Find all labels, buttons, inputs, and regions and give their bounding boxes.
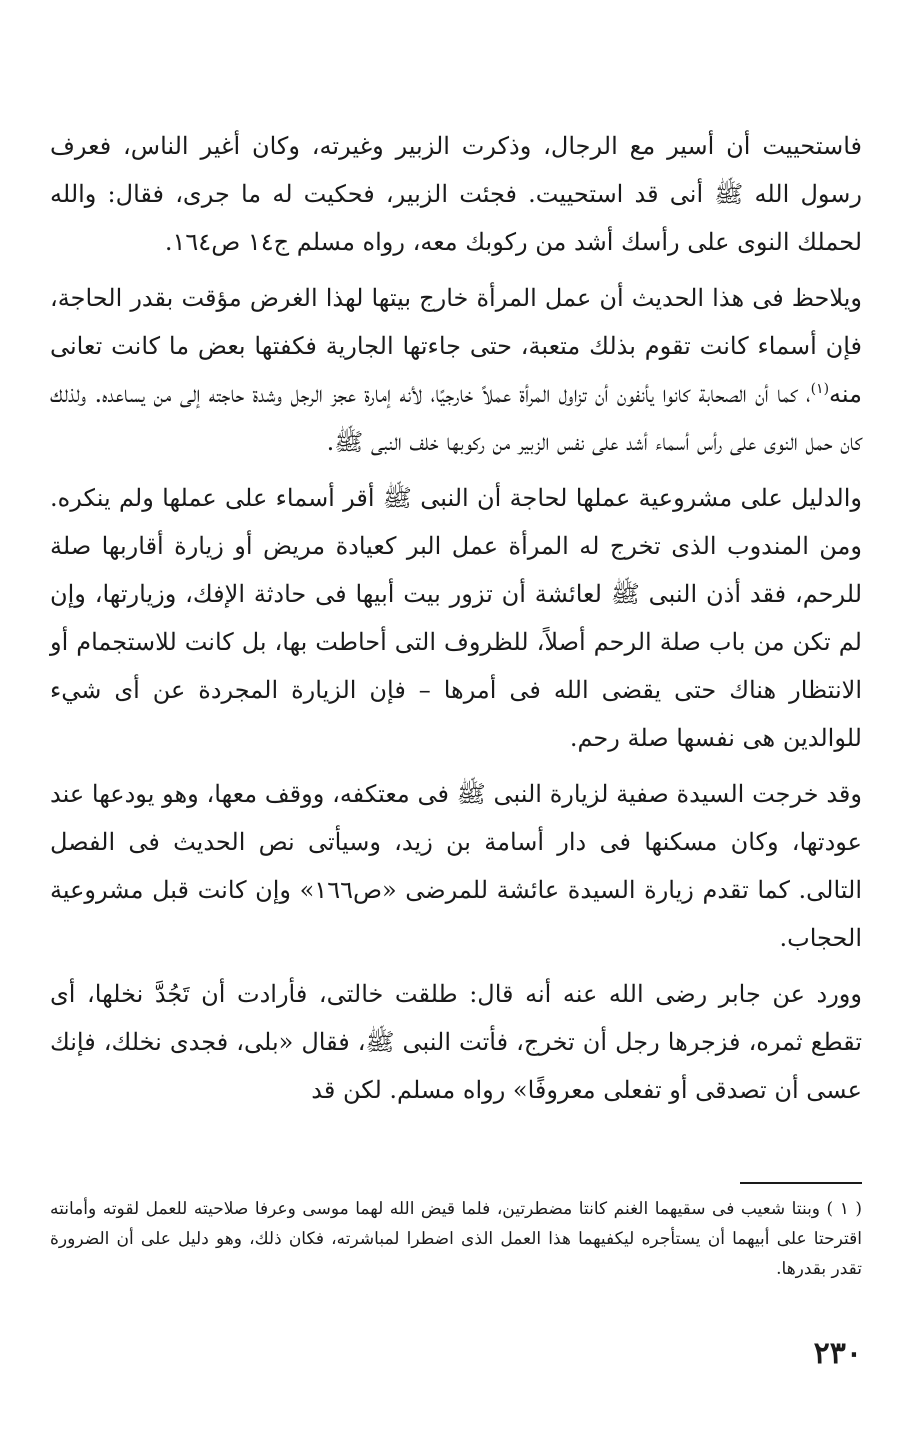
paragraph-2-tail: ، كما أن الصحابة كانوا يأنفون أن تزاول المرأة عملاً خارجيًا، لأنه إمارة عجز الرجل وشدة حاجته إلى من يساعده. ولذلك كان حمل النوى على رأس أسماء أشد على نفس الزبير من ركوبها خلف النبى ﷺ.	[50, 380, 862, 456]
paragraph-5: وورد عن جابر رضى الله عنه أنه قال: طلقت خالتى، فأرادت أن تَجُدَّ نخلها، أى تقطع ثمره، فزجرها رجل أن تخرج، فأتت النبى ﷺ، فقال «بلى، فجدى نخلك، فإنك عسى أن تصدقى أو تفعلى معروفًا» رواه مسلم. لكن قد	[50, 980, 862, 1104]
paragraph-1: فاستحييت أن أسير مع الرجال، وذكرت الزبير وغيرته، وكان أغير الناس، فعرف رسول الله ﷺ أنى قد استحييت. فجئت الزبير، فحكيت له ما جرى، فقال: والله لحملك النوى على رأسك أشد من ركوبك معه، رواه مسلم ج١٤ ص١٦٤.	[50, 132, 862, 256]
page-number: ٢٣٠	[813, 1336, 862, 1371]
paragraph-4: وقد خرجت السيدة صفية لزيارة النبى ﷺ فى معتكفه، ووقف معها، وهو يودعها عند عودتها، وكان مسكنها فى دار أسامة بن زيد، وسيأتى نص الحديث فى الفصل التالى. كما تقدم زيارة السيدة عائشة للمرضى «ص١٦٦» وإن كانت قبل مشروعية الحجاب.	[50, 780, 863, 952]
body-text	[50, 122, 862, 1114]
paragraph-3: والدليل على مشروعية عملها لحاجة أن النبى ﷺ أقر أسماء على عملها ولم ينكره. ومن المندوب الذى تخرج له المرأة عمل البر كعيادة مريض أو زيارة أقاربها صلة للرحم، فقد أذن النبى ﷺ لعائشة أن تزور بيت أبيها فى حادثة الإفك، وزيارتها، وإن لم تكن من باب صلة الرحم أصلاً، للظروف التى أحاطت بها، بل كانت للاستجمام أو الانتظار هناك حتى يقضى الله فى أمرها – فإن الزيارة المجردة عن أى شيء للوالدين هى نفسها صلة رحم.	[50, 484, 863, 752]
footnote-reference: (١)	[810, 381, 830, 397]
footnote-section	[50, 1194, 862, 1284]
paragraph-2-head: ويلاحظ فى هذا الحديث أن عمل المرأة خارج بيتها لهذا الغرض مؤقت بقدر الحاجة، فإن أسماء كانت تقوم بذلك متعبة، حتى جاءتها الجارية فكفتها بعض ما كانت تعانى منه	[50, 284, 862, 408]
footnote-text: ( ١ ) وبنتا شعيب فى سقيهما الغنم كانتا مضطرتين، فلما قيض الله لهما موسى وعرفا صلاحيته للعمل لقوته وأمانته اقترحتا على أبيهما أن يستأجره ليكفيهما هذا العمل الذى اضطرا لمباشرته، فكان ذلك، وهو دليل على أن الضرورة تقدر بقدرها.	[50, 1199, 862, 1279]
footnote-divider	[740, 1182, 862, 1184]
paragraph-2	[50, 274, 862, 466]
